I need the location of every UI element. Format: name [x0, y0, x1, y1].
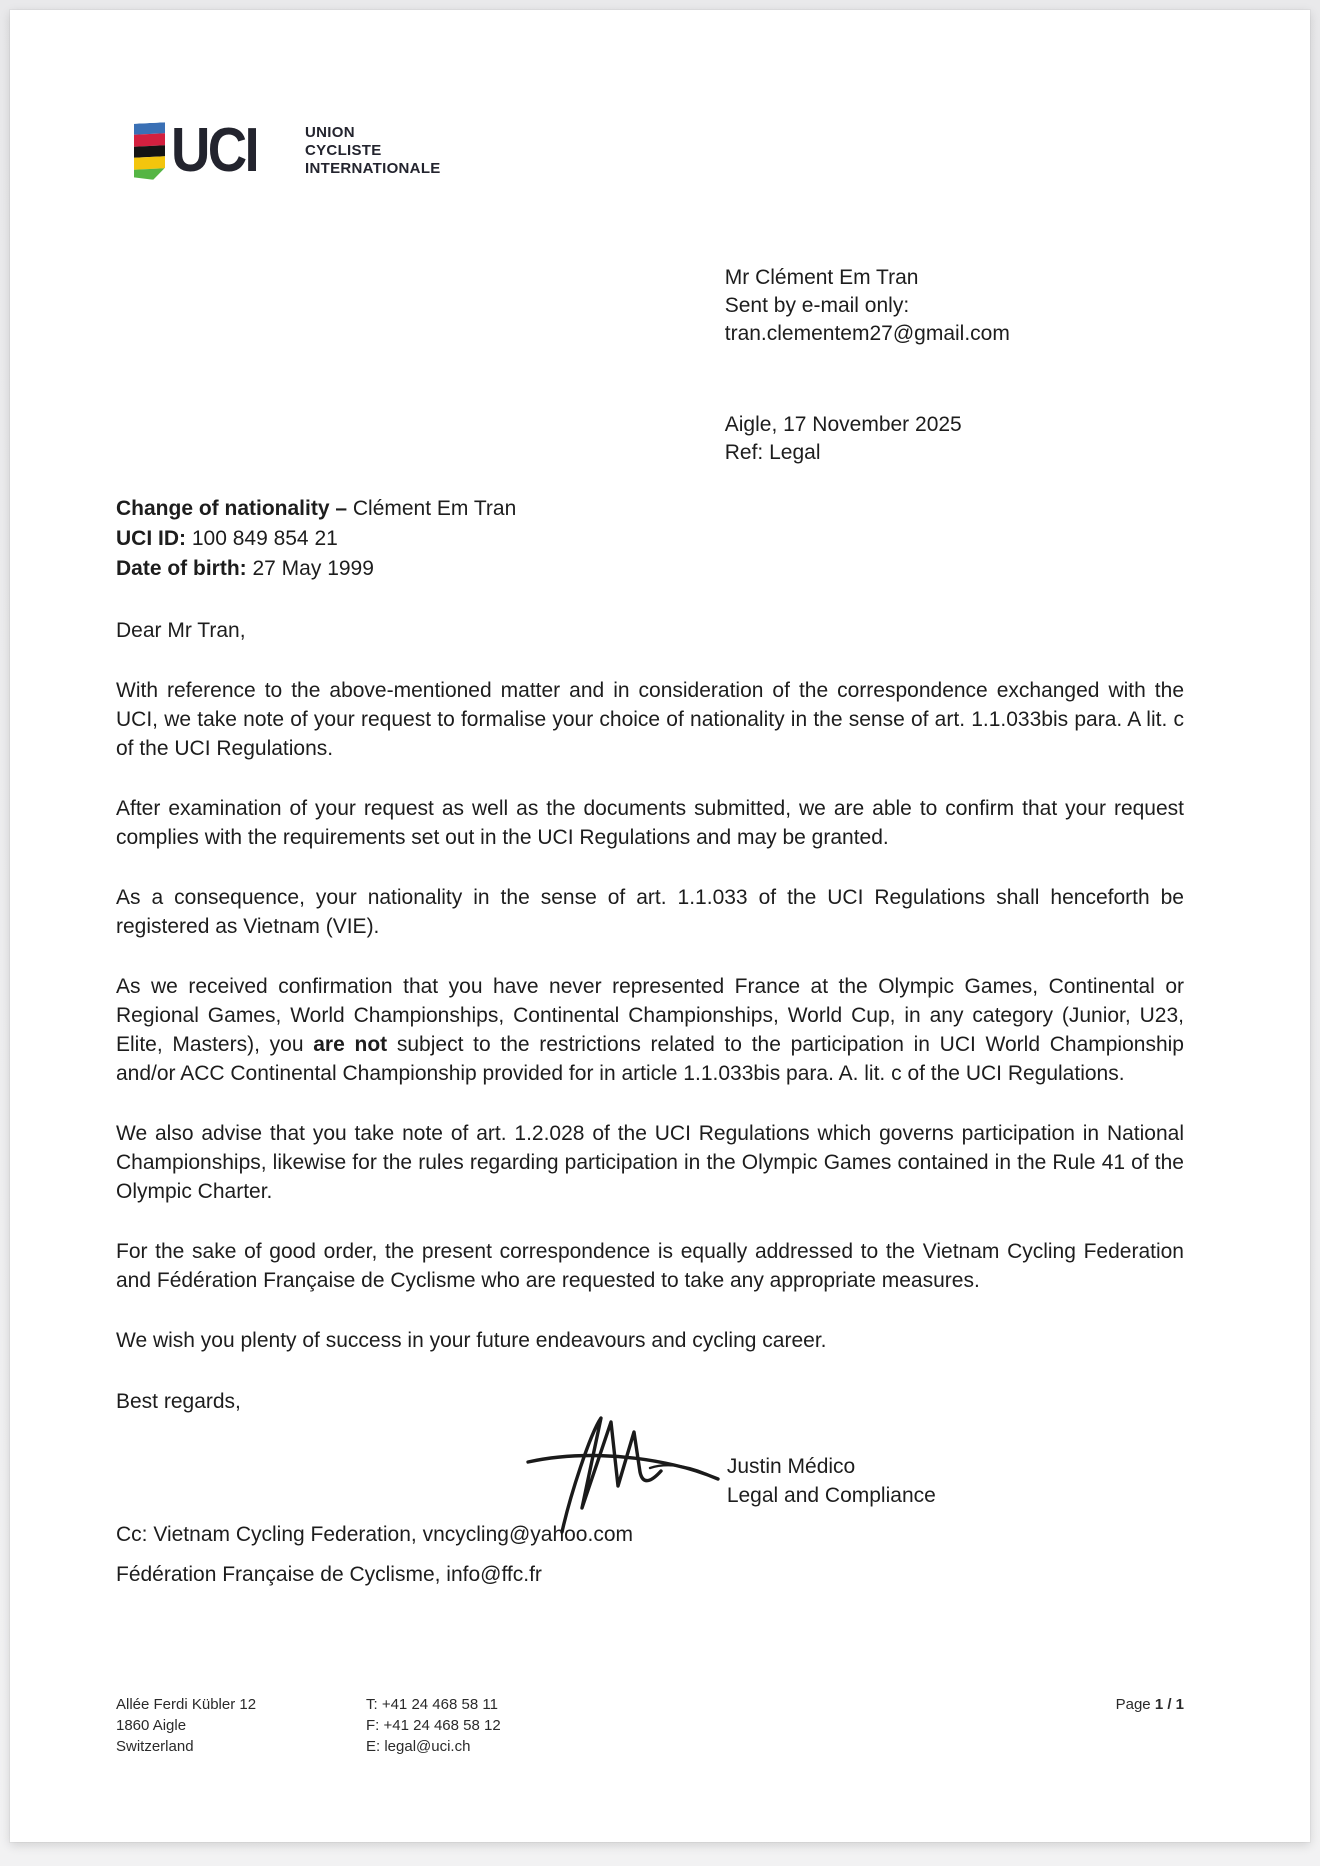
stripe-yellow — [134, 156, 165, 169]
recipient-email: tran.clementem27@gmail.com — [724, 322, 1010, 345]
signature-block — [116, 1416, 1184, 1516]
body-paragraph-6: For the sake of good order, the present correspondence is equally addressed to the Vietnam Cycling Federation and Fédération Française de Cyclisme who are requested to take any appropriate measures. — [116, 1240, 1184, 1292]
uci-rainbow-stripes-icon — [134, 122, 165, 181]
signer-block — [727, 1452, 936, 1510]
page-number — [1116, 1694, 1184, 1715]
p4-text-after: subject to the restrictions related to the participation in UCI World Championship and/or ACC Continental Championship provided for in article 1.1.033bis para. A. lit. c of the UCI Regulations. — [116, 1033, 1184, 1085]
wordmark-line-union: UNION — [305, 124, 355, 141]
recipient-name: Mr Clément Em Tran — [724, 266, 919, 289]
subject-title-rest: Clément Em Tran — [347, 497, 517, 520]
cc-line-vietnam-federation: Cc: Vietnam Cycling Federation, vncycling@yahoo.com — [116, 1523, 633, 1546]
reference-line: Ref: Legal — [724, 441, 821, 464]
signer-title: Legal and Compliance — [726, 1484, 936, 1507]
page-number-label: Page — [1115, 1696, 1155, 1713]
cc-line-french-federation: Fédération Française de Cyclisme, info@ffc.fr — [116, 1563, 542, 1586]
uci-logo-acronym: UCI — [171, 116, 258, 185]
footer-fax: F: +41 24 468 58 12 — [366, 1717, 501, 1734]
footer-address — [116, 1694, 366, 1757]
uci-logo — [134, 116, 1184, 185]
uci-id-line — [116, 524, 1184, 554]
body-paragraph-5: We also advise that you take note of art. 1.2.028 of the UCI Regulations which governs participation in National Championships, likewise for the rules regarding participation in the Olympic Games contained in the Rule 41 of the Olympic Charter. — [116, 1122, 1184, 1203]
wordmark-line-internationale: INTERNATIONALE — [305, 160, 441, 177]
subject-title-bold: Change of nationality – — [116, 497, 348, 520]
footer-phone: T: +41 24 468 58 11 — [366, 1696, 498, 1713]
footer-street: Allée Ferdi Kübler 12 — [116, 1696, 257, 1713]
subject-title-line — [116, 494, 1184, 524]
uci-logo-wordmark — [305, 124, 441, 178]
signer-name: Justin Médico — [726, 1455, 856, 1478]
uci-id-label: UCI ID: — [116, 527, 186, 550]
recipient-block — [725, 264, 1184, 348]
dob-value: 27 May 1999 — [246, 557, 374, 580]
p4-bold-are-not: are not — [313, 1033, 388, 1056]
stripe-black — [134, 145, 165, 158]
footer-contact — [366, 1694, 501, 1757]
recipient-delivery-note: Sent by e-mail only: — [724, 294, 910, 317]
page-footer — [116, 1694, 1184, 1757]
page-number-value: 1 / 1 — [1154, 1696, 1184, 1713]
body-paragraph-7: We wish you plenty of success in your future endeavours and cycling career. — [116, 1329, 827, 1352]
stripe-red — [134, 133, 165, 146]
footer-country: Switzerland — [116, 1738, 194, 1755]
signature-scribble — [522, 1410, 727, 1535]
salutation: Dear Mr Tran, — [116, 619, 246, 642]
body-paragraph-3: As a consequence, your nationality in the sense of art. 1.1.033 of the UCI Regulations shall henceforth be registered as Vietnam (VIE). — [116, 886, 1184, 938]
dob-line — [116, 554, 1184, 584]
body-paragraph-1: With reference to the above-mentioned matter and in consideration of the correspondence exchanged with the UCI, we take note of your request to formalise your choice of nationality in the sense of art. 1.1.033bis para. A lit. c of the UCI Regulations. — [116, 679, 1184, 760]
place-and-date: Aigle, 17 November 2025 — [724, 413, 962, 436]
dateline-block — [725, 411, 1184, 467]
p4-text-before: As we received confirmation that you have never represented France at the Olympic Games, Continental or Regional Games, World Championships, Continental Championships, World Cup, in any category (Junior, U23, Elite, Masters), you — [116, 975, 1184, 1056]
wordmark-line-cycliste: CYCLISTE — [305, 142, 382, 159]
subject-block — [116, 494, 1184, 584]
stripe-blue — [134, 122, 165, 135]
body-paragraph-4 — [116, 972, 1184, 1088]
footer-email: E: legal@uci.ch — [366, 1738, 471, 1755]
footer-city: 1860 Aigle — [116, 1717, 187, 1734]
closing-salutation: Best regards, — [116, 1390, 241, 1413]
dob-label: Date of birth: — [116, 557, 247, 580]
stripe-green — [134, 167, 165, 180]
body-paragraph-2: After examination of your request as well as the documents submitted, we are able to confirm that your request complies with the requirements set out in the UCI Regulations and may be granted. — [116, 797, 1184, 849]
uci-id-value: 100 849 854 21 — [186, 527, 338, 550]
letter-page — [10, 10, 1310, 1842]
